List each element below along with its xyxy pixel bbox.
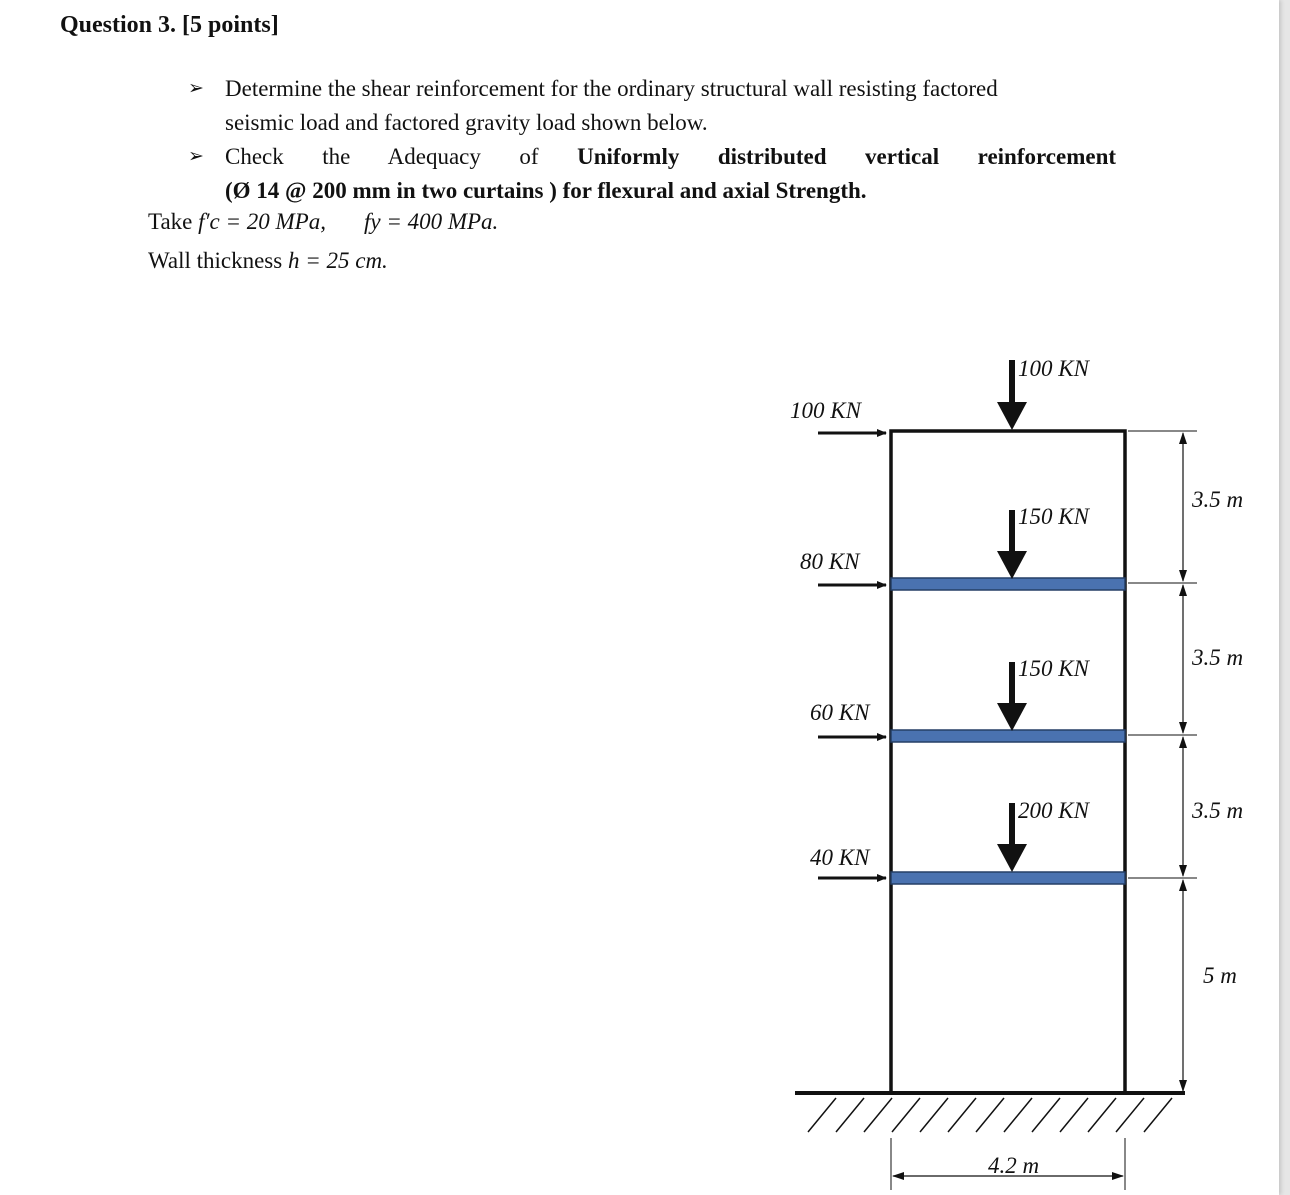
- question-title: Question 3. [5 points]: [60, 12, 279, 38]
- fc-value: f′c = 20 MPa,: [198, 209, 326, 234]
- dim-label-story-1: 5 m: [1203, 963, 1237, 988]
- lateral-label-floor-1: 40 KN: [810, 845, 870, 870]
- dim-label-story-2: 3.5 m: [1192, 798, 1244, 823]
- lateral-label-roof: 100 KN: [790, 398, 861, 423]
- gravity-label-floor-3: 150 KN: [1018, 504, 1089, 529]
- gravity-label-roof: 100 KN: [1018, 356, 1089, 381]
- task-text-line: seismic load and factored gravity load shown below.: [225, 110, 708, 135]
- dim-label-story-3: 3.5 m: [1192, 645, 1244, 670]
- h-value: h = 25 cm.: [287, 248, 388, 273]
- check-text: Check the Adequacy of: [225, 144, 539, 169]
- gravity-label-floor-1: 200 KN: [1018, 798, 1089, 823]
- slab-floor-3: [891, 578, 1125, 590]
- fy-value: fy = 400 MPa.: [363, 209, 499, 234]
- floor-slabs: [891, 578, 1125, 884]
- wall-label: Wall thickness: [148, 248, 283, 273]
- ground-hatch: [808, 1098, 1172, 1132]
- lateral-label-floor-2: 60 KN: [810, 700, 870, 725]
- width-dimension: [891, 1138, 1125, 1190]
- slab-floor-1: [891, 872, 1125, 884]
- arrow-bullet-icon: ➢: [188, 78, 204, 99]
- arrow-bullet-icon: ➢: [188, 146, 204, 167]
- height-dimensions: [1183, 433, 1243, 1091]
- task-text-line: Determine the shear reinforcement for the ordinary structural wall resisting factored: [225, 76, 998, 101]
- lateral-label-floor-3: 80 KN: [800, 549, 860, 574]
- dimension-extension-lines: [1128, 431, 1197, 878]
- lateral-loads: [790, 398, 886, 878]
- gravity-label-floor-2: 150 KN: [1018, 656, 1089, 681]
- check-emphasis: Uniformly distributed vertical reinforcement: [577, 144, 1117, 169]
- wall-outline: [891, 431, 1125, 1093]
- slab-floor-2: [891, 730, 1125, 742]
- dim-label-width: 4.2 m: [988, 1153, 1040, 1178]
- task-text-line: (Ø 14 @ 200 mm in two curtains ) for flexural and axial Strength.: [225, 178, 867, 203]
- dim-label-story-4: 3.5 m: [1192, 487, 1244, 512]
- take-label: Take: [148, 209, 193, 234]
- gravity-loads: [997, 356, 1091, 872]
